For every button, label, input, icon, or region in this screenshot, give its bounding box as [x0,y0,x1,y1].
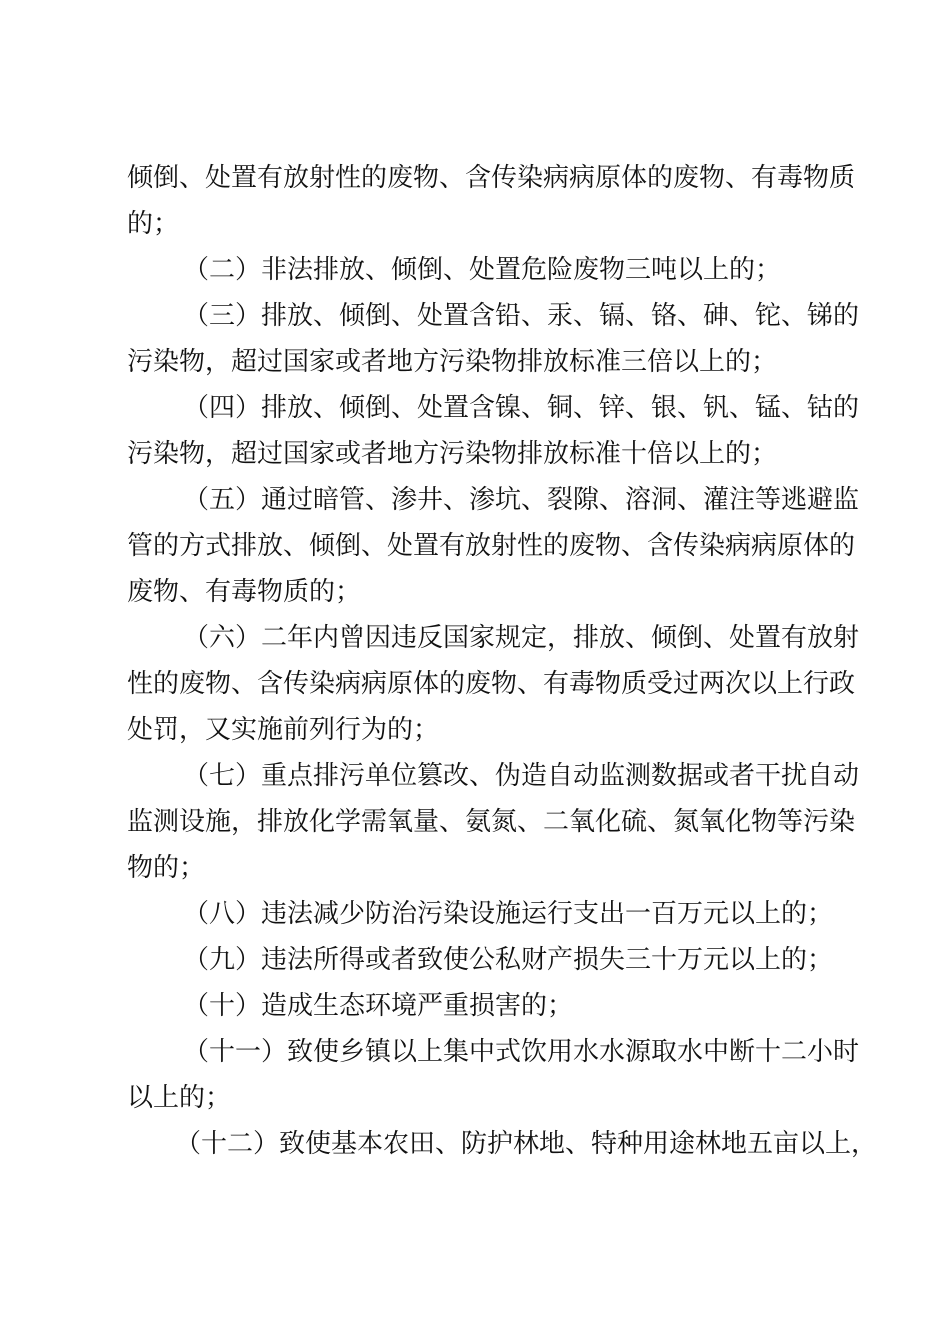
paragraph-line: （十一）致使乡镇以上集中式饮用水水源取水中断十二小时 [183,1037,860,1067]
paragraph-line: （八）违法减少防治污染设施运行支出一百万元以上的； [183,899,834,929]
paragraph-line: （三）排放、倾倒、处置含铅、汞、镉、铬、砷、铊、锑的 [183,301,860,331]
paragraph-line: 管的方式排放、倾倒、处置有放射性的废物、含传染病病原体的 [127,531,856,561]
paragraph-line: （五）通过暗管、渗井、渗坑、裂隙、溶洞、灌注等逃避监 [183,485,860,515]
paragraph-line: 物的； [127,853,206,883]
paragraph-line: 性的废物、含传染病病原体的废物、有毒物质受过两次以上行政 [127,669,856,699]
paragraph-line: 污染物，超过国家或者地方污染物排放标准三倍以上的； [127,347,778,377]
paragraph-line: 的； [127,209,180,239]
paragraph-line: （九）违法所得或者致使公私财产损失三十万元以上的； [183,945,834,975]
paragraph-line: （四）排放、倾倒、处置含镍、铜、锌、银、钒、锰、钴的 [183,393,860,423]
paragraph-line: 倾倒、处置有放射性的废物、含传染病病原体的废物、有毒物质 [127,163,856,193]
paragraph-line: （二）非法排放、倾倒、处置危险废物三吨以上的； [183,255,782,285]
paragraph-line: （七）重点排污单位篡改、伪造自动监测数据或者干扰自动 [183,761,860,791]
paragraph-line: 污染物，超过国家或者地方污染物排放标准十倍以上的； [127,439,778,469]
paragraph-line: （十二）致使基本农田、防护林地、特种用途林地五亩以上， [175,1129,878,1159]
paragraph-line: 以上的； [127,1083,232,1113]
paragraph-line: 处罚，又实施前列行为的； [127,715,440,745]
paragraph-line: （十）造成生态环境严重损害的； [183,991,574,1021]
paragraph-line: （六）二年内曾因违反国家规定，排放、倾倒、处置有放射 [183,623,860,653]
paragraph-line: 监测设施，排放化学需氧量、氨氮、二氧化硫、氮氧化物等污染 [127,807,856,837]
paragraph-line: 废物、有毒物质的； [127,577,362,607]
